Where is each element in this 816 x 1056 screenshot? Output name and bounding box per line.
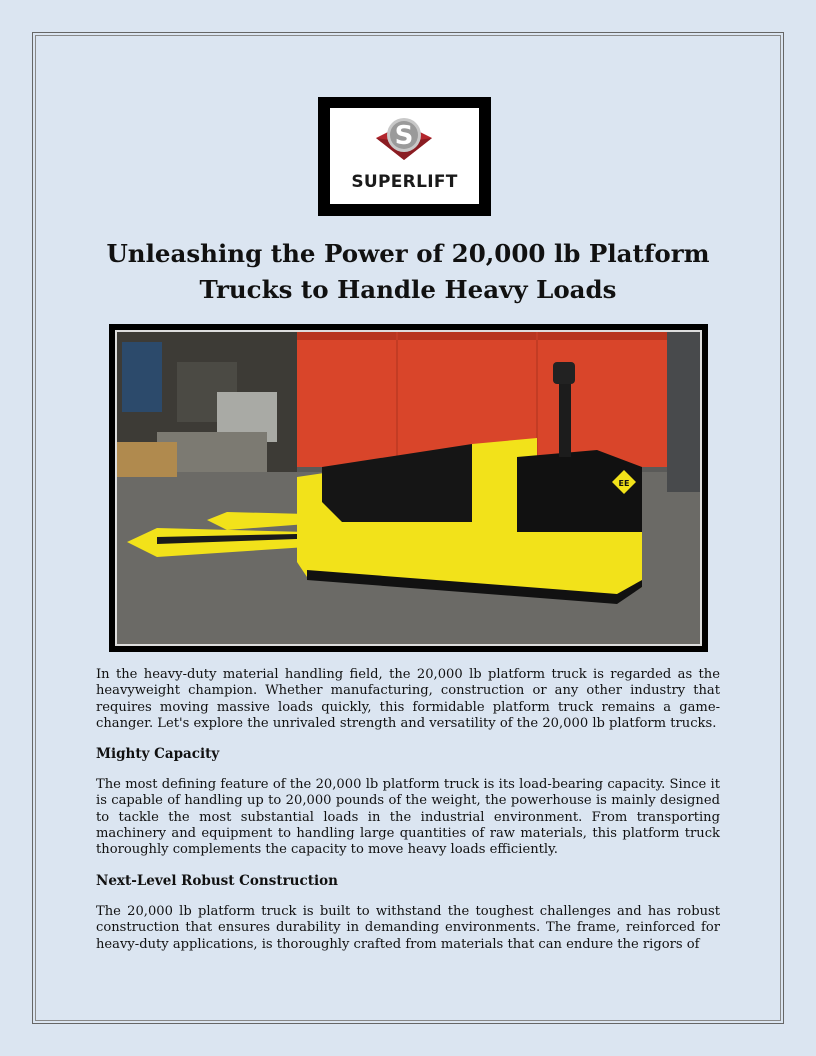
superlift-emblem-icon [330,108,479,172]
platform-truck-image [117,332,700,644]
page-title: Unleashing the Power of 20,000 lb Platform Trucks to Handle Heavy Loads [106,239,710,304]
superlift-logo [318,97,491,216]
section-heading-capacity: Mighty Capacity [96,746,220,762]
construction-paragraph: The 20,000 lb platform truck is built to withstand the toughest challenges and has robust construction that ensures durability in demanding environments. The frame, reinforced for heavy-duty applications, is thoroughly crafted from materials that can endure the rigors of [96,904,720,952]
truck-badge: EE [618,479,630,488]
section-heading-construction: Next-Level Robust Construction [96,873,338,889]
logo-wordmark: SUPERLIFT [351,172,458,192]
logo-letter: S [394,121,414,151]
logo-card [330,108,479,204]
truck-photo [109,324,708,652]
intro-paragraph: In the heavy-duty material handling field, the 20,000 lb platform truck is regarded as the heavyweight champion. Whether manufacturing, construction or any other industry that requires moving massive loads quickly, this formidable platform truck remains a game-changer. Let's explore the unrivaled strength and versatility of the 20,000 lb platform trucks. [96,667,720,731]
capacity-paragraph: The most defining feature of the 20,000 lb platform truck is its load-bearing capacity. Since it is capable of handling up to 20,000 pounds of the weight, the powerhouse is mainly designed to tackle the most substantial loads in the industrial environment. From transporting machinery and equipment to handling large quantities of raw materials, this platform truck thoroughly complements the capacity to move heavy loads efficiently. [96,777,720,858]
